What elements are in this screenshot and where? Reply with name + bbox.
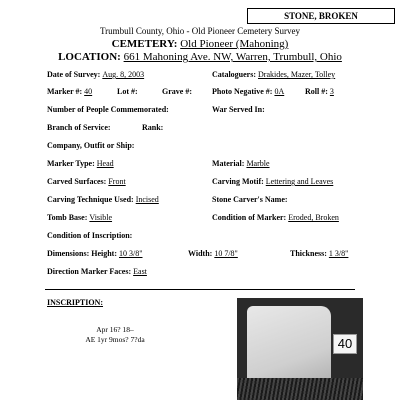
- marker-type-value: Head: [96, 159, 114, 168]
- grave-number: Grave #:: [162, 87, 192, 96]
- marker-photo: [237, 298, 363, 400]
- photo-negative-value: 0A: [274, 87, 285, 96]
- location-label: LOCATION:: [58, 51, 121, 63]
- catalogers: Cataloguers: Drakides, Mazer, Tolley: [212, 70, 336, 79]
- condition-of-marker: Condition of Marker: Eroded, Broken: [212, 213, 339, 222]
- carving-motif: Carving Motif: Lettering and Leaves: [212, 177, 334, 186]
- classification-box: [247, 8, 395, 24]
- tomb-base: Tomb Base: Visible: [47, 213, 113, 222]
- roll-number-value: 3: [329, 87, 334, 96]
- dimension-width-value: 10 7/8": [214, 249, 238, 258]
- section-divider: [45, 289, 355, 290]
- cemetery-label: CEMETERY:: [111, 38, 178, 50]
- roll-number: Roll #: 3: [305, 87, 334, 96]
- war-served-in: War Served In:: [212, 105, 265, 114]
- catalogers-value: Drakides, Mazer, Tolley: [258, 70, 336, 79]
- grass-image: [237, 378, 363, 400]
- dimension-thickness-value: 1 3/8": [328, 249, 349, 258]
- condition-of-inscription: Condition of Inscription:: [47, 231, 133, 240]
- dimension-height-value: 10 3/8": [119, 249, 143, 258]
- lot-number: Lot #:: [117, 87, 138, 96]
- material-value: Marble: [246, 159, 270, 168]
- date-of-survey: Date of Survey: Aug. 8, 2003: [47, 70, 145, 79]
- direction-marker-faces: Direction Marker Faces: East: [47, 267, 147, 276]
- cemetery-title: [0, 38, 400, 50]
- carving-motif-value: Lettering and Leaves: [265, 177, 334, 186]
- date-of-survey-value: Aug. 8, 2003: [102, 70, 145, 79]
- direction-value: East: [133, 267, 147, 276]
- company-outfit: Company, Outfit or Ship:: [47, 141, 135, 150]
- inscription-line-1: Apr 16? 18–: [96, 325, 134, 334]
- carving-technique-value: Incised: [135, 195, 159, 204]
- people-commemorated: Number of People Commemorated:: [47, 105, 169, 114]
- dimension-height: Dimensions: Height: 10 3/8": [47, 249, 143, 258]
- carved-surfaces-value: Front: [108, 177, 126, 186]
- dimension-thickness: Thickness: 1 3/8": [290, 249, 349, 258]
- tomb-base-value: Visible: [89, 213, 113, 222]
- marker-number: Marker #: 40: [47, 87, 93, 96]
- location-title: [0, 51, 400, 63]
- classification-text: STONE, BROKEN: [284, 11, 358, 21]
- stone-carver: Stone Carver's Name:: [212, 195, 288, 204]
- inscription-line-2: AE 1yr 9mos? 7?da: [85, 335, 145, 344]
- dimension-width: Width: 10 7/8": [188, 249, 238, 258]
- marker-number-value: 40: [84, 87, 93, 96]
- condition-of-marker-value: Eroded, Broken: [288, 213, 339, 222]
- photo-marker-tag: 40: [333, 334, 357, 354]
- rank: Rank:: [142, 123, 164, 132]
- cemetery-value: Old Pioneer (Mahoning): [180, 38, 289, 50]
- survey-header: Trumbull County, Ohio - Old Pioneer Cemetery Survey: [99, 26, 301, 36]
- inscription-heading: INSCRIPTION:: [47, 298, 104, 307]
- branch-of-service: Branch of Service:: [47, 123, 111, 132]
- marker-type: Marker Type: Head: [47, 159, 114, 168]
- carving-technique: Carving Technique Used: Incised: [47, 195, 159, 204]
- material: Material: Marble: [212, 159, 270, 168]
- location-value: 661 Mahoning Ave. NW, Warren, Trumbull, Ohio: [123, 51, 342, 63]
- photo-negative: Photo Negative #: 0A: [212, 87, 285, 96]
- carved-surfaces: Carved Surfaces: Front: [47, 177, 126, 186]
